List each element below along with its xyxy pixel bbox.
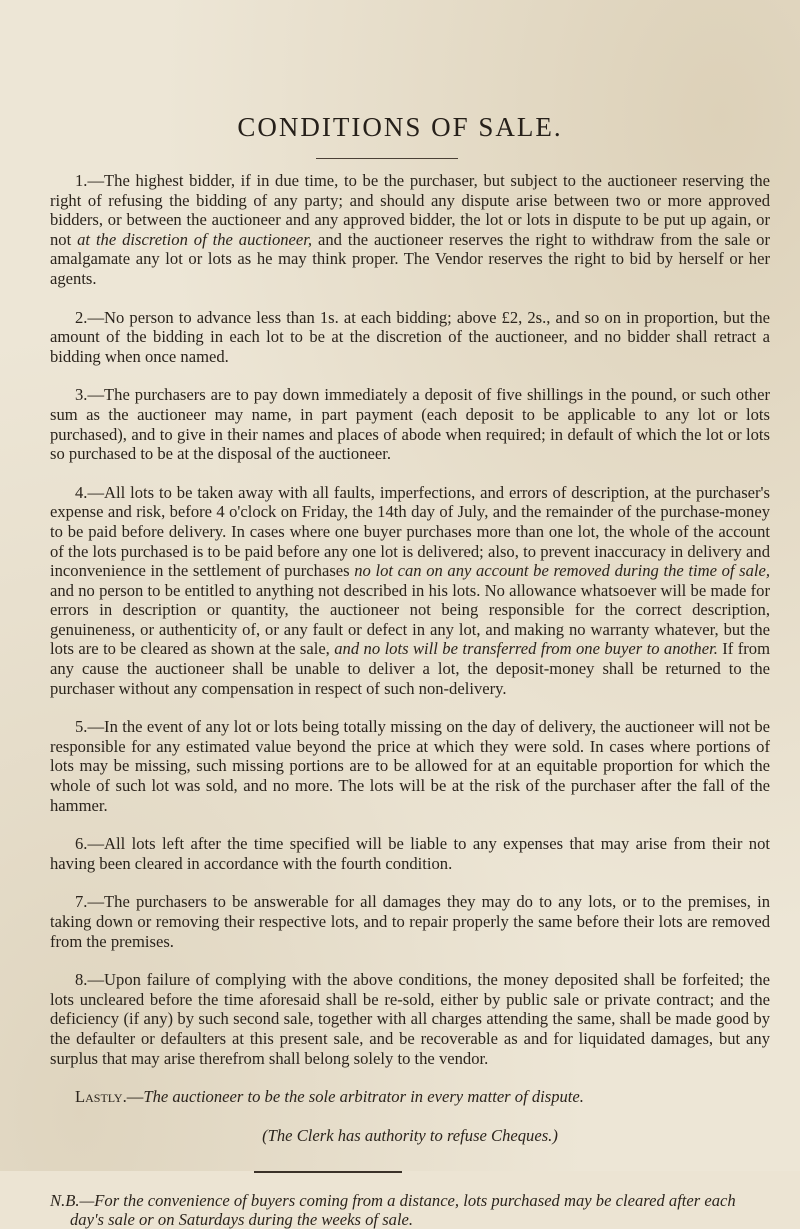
condition-number: 2.— <box>75 307 105 327</box>
condition-text: If from any cause the auctioneer shall be unable to deliver a lot, the deposit-money shall be returned to the purchaser without any compensation in respect of such non-delivery. <box>50 639 770 698</box>
title-underline <box>316 158 458 159</box>
section-divider <box>254 1171 402 1173</box>
condition-text: and no person to be entitled to anything not described in his lots. No allowance whatsoever will be made for errors in description or quantity, the auctioneer not being responsible for the correct description, genuineness, or authenticity of, or any fault or defect in any lot, and making no warranty whatever, but the lots are to be cleared as shown at the sale, <box>50 580 770 659</box>
clerk-note: (The Clerk has authority to refuse Cheques.) <box>262 1125 558 1145</box>
condition-number: 1.— <box>75 171 105 190</box>
lastly-paragraph <box>50 1087 770 1107</box>
condition-text: All lots to be taken away with all faults, imperfections, and errors of description, at the purchaser's expense and risk, before 4 o'clock on Friday, the 14th day of July, and the remainder of the purchase-money to be paid before delivery. In cases where one buyer purchases more than one lot, the whole of the account of the lots purchased is to be paid before any one lot is delivered; also, to prevent inaccuracy in delivery and inconvenience in the settlement of purchases <box>50 482 770 581</box>
condition-emphasis: and no lots will be transferred from one buyer to another. <box>334 639 718 659</box>
condition-text: Upon failure of complying with the above conditions, the money deposited shall be forfeited; the lots uncleared before the time aforesaid shall be re-sold, either by public sale or private contract; and the deficiency (if any) by such second sale, together with all charges attending the same, shall be made good by the defaulter or defaulters at this present sale, and be recoverable as and for liquidated damages, but any surplus that may arise therefrom shall belong solely to the vendor. <box>50 970 770 1068</box>
condition-paragraph <box>50 892 770 951</box>
condition-paragraph <box>50 171 770 289</box>
condition-emphasis: at the discretion of the auctioneer, <box>77 229 313 249</box>
condition-text: In the event of any lot or lots being totally missing on the day of delivery, the auctioneer will not be responsible for any estimated value beyond the price at which they were sold. In cases where portions of lots may be missing, such missing portions are to be allowed for at an equitable proportion for which the whole of such lot was sold, and no more. The lots will be at the risk of the purchaser after the fall of the hammer. <box>50 717 770 815</box>
condition-paragraph <box>50 834 770 873</box>
condition-number: 6.— <box>75 834 105 854</box>
lastly-label: Lastly.— <box>75 1087 144 1107</box>
condition-number: 4.— <box>75 482 105 502</box>
condition-paragraph <box>50 970 770 1068</box>
page-title: CONDITIONS OF SALE. <box>237 112 563 142</box>
condition-text: The purchasers to be answerable for all damages they may do to any lots, or to the premises, in taking down or removing their respective lots, and to repair properly the same before their lots are removed from the premises. <box>50 892 770 951</box>
condition-number: 8.— <box>75 970 105 990</box>
condition-number: 5.— <box>75 717 105 737</box>
lastly-text: The auctioneer to be the sole arbitrator in every matter of dispute. <box>143 1087 584 1107</box>
condition-text: All lots left after the time specified will be liable to any expenses that may arise from their not having been cleared in accordance with the fourth condition. <box>50 834 770 873</box>
condition-number: 3.— <box>75 385 105 405</box>
condition-paragraph <box>50 483 770 699</box>
condition-text: The highest bidder, if in due time, to be the purchaser, but subject to the auctioneer reserving the right of refusing the bidding of any party; and should any dispute arise between two or more approved bidders, or between the auctioneer and any approved bidder, the lot or lots in dispute to be put up again, or not <box>50 171 770 249</box>
condition-paragraph <box>50 717 770 815</box>
conditions-list <box>50 171 770 1229</box>
condition-text: and the auctioneer reserves the right to withdraw from the sale or amalgamate any lot or lots as he may think proper. The Vendor reserves the right to bid by herself or her agents. <box>50 229 771 288</box>
condition-text: The purchasers are to pay down immediately a deposit of five shillings in the pound, or such other sum as the auctioneer may name, in part payment (each deposit to be applicable to any lot or lots purchased), and to give in their names and places of abode when required; in default of which the lot or lots so purchased to be at the disposal of the auctioneer. <box>50 385 770 464</box>
condition-emphasis: no lot can on any account be removed during the time of sale, <box>354 561 770 581</box>
condition-text: No person to advance less than 1s. at each bidding; above £2, 2s., and so on in proportion, but the amount of the bidding in each lot to be at the discretion of the auctioneer, and no bidder shall retract a bidding when once named. <box>50 307 770 366</box>
condition-paragraph <box>50 385 770 463</box>
condition-number: 7.— <box>75 892 105 912</box>
nb-note: N.B.—For the convenience of buyers coming from a distance, lots purchased may be cleared after each day's sale or on Saturdays during the weeks of sale. <box>50 1191 736 1229</box>
condition-paragraph <box>50 308 770 367</box>
